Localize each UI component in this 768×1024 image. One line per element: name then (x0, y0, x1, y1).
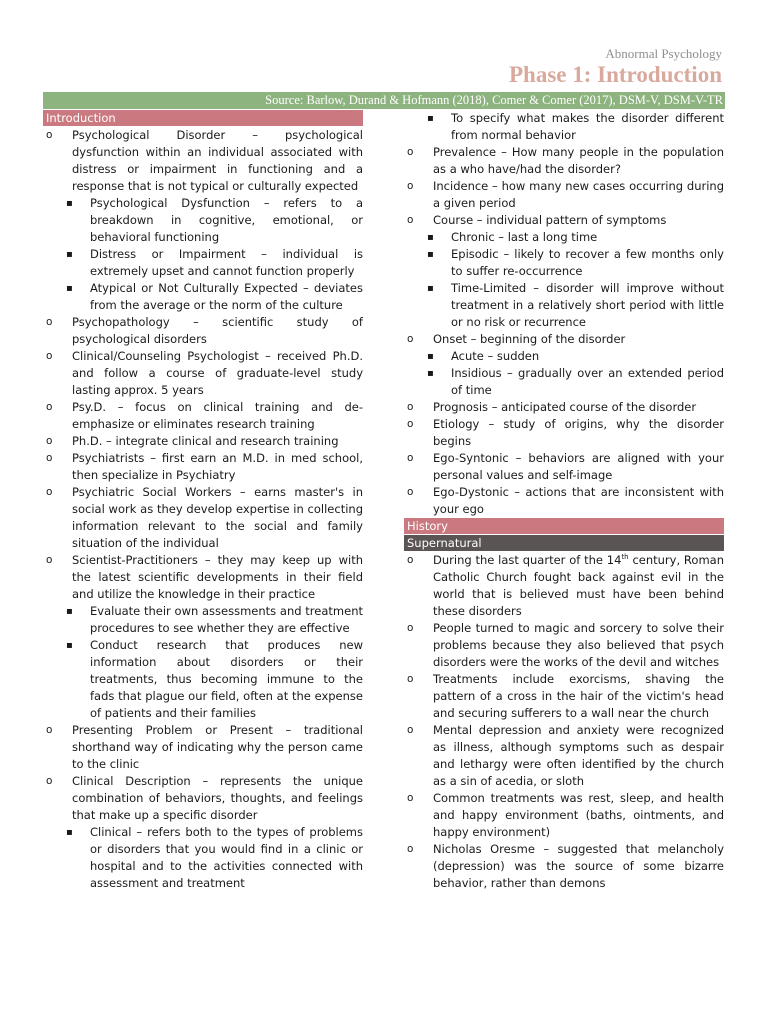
list-item (404, 331, 724, 399)
sub-list-item: ▪ Distress or Impairment – individual is extremely upset and cannot function properly (43, 246, 363, 280)
item-text: Psychological Disorder – psychological dysfunction within an individual associated with distress or impairment in functioning and a response that is not typical or culturally expected (72, 128, 363, 193)
sub-list-item: ▪ Atypical or Not Culturally Expected – deviates from the average or the norm of the culture (43, 280, 363, 314)
sub-list (72, 603, 363, 722)
item-text: Onset – beginning of the disorder (433, 332, 626, 346)
list-item (404, 212, 724, 331)
sub-list (72, 195, 363, 314)
sub-list (72, 824, 363, 892)
list-item: o Presenting Problem or Present – traditional shorthand way of indicating why the person came to the clinic (43, 722, 363, 773)
sub-list-item: ▪ Conduct research that produces new information about disorders or their treatments, thus becoming immune to the fads that plague our field, often at the expense of patients and their families (43, 637, 363, 722)
list-item: o Ego-Syntonic – behaviors are aligned with your personal values and self-image (404, 450, 724, 484)
right-column (404, 110, 724, 892)
list-item: o Psychiatric Social Workers – earns master's in social work as they develop expertise in collecting information relevant to the social and family situation of the individual (43, 484, 363, 552)
introduction-list (43, 127, 363, 892)
supernatural-list (404, 552, 724, 892)
sub-list-item: ▪ Psychological Dysfunction – refers to a breakdown in cognitive, emotional, or behavioral functioning (43, 195, 363, 246)
item-text: Scientist-Practitioners – they may keep up with the latest scientific developments in their field and utilize the knowledge in their practice (72, 553, 363, 601)
list-item: o Etiology – study of origins, why the disorder begins (404, 416, 724, 450)
list-item: o Psychiatrists – first earn an M.D. in med school, then specialize in Psychiatry (43, 450, 363, 484)
page-title: Phase 1: Introduction (509, 62, 722, 87)
introduction-list-continued (404, 144, 724, 518)
list-item: o Nicholas Oresme – suggested that melancholy (depression) was the source of some bizarre behavior, rather than demons (404, 841, 724, 892)
sub-list (433, 348, 724, 399)
sub-list-item: ▪ Episodic – likely to recover a few months only to suffer re-occurrence (404, 246, 724, 280)
list-item: o Psychopathology – scientific study of psychological disorders (43, 314, 363, 348)
sub-list-item: ▪ Acute – sudden (404, 348, 724, 365)
list-item: o Common treatments was rest, sleep, and health and happy environment (baths, ointments, and happy environment) (404, 790, 724, 841)
section-header-introduction: Introduction (43, 110, 363, 126)
sub-list-item: ▪ Time-Limited – disorder will improve without treatment in a relatively short period with little or no risk or recurrence (404, 280, 724, 331)
list-item: o Prevalence – How many people in the population as a who have/had the disorder? (404, 144, 724, 178)
course-subtitle: Abnormal Psychology (605, 46, 722, 61)
list-item (43, 552, 363, 722)
sub-list-item: ▪ Chronic – last a long time (404, 229, 724, 246)
list-item (43, 773, 363, 892)
list-item: o During the last quarter of the 14th century, Roman Catholic Church fought back against evil in the world that is believed must have been behind these disorders (404, 552, 724, 620)
section-header-history: History (404, 518, 724, 534)
list-item: o Treatments include exorcisms, shaving the pattern of a cross in the hair of the victim's head and securing sufferers to a wall near the church (404, 671, 724, 722)
list-item: o Ego-Dystonic – actions that are inconsistent with your ego (404, 484, 724, 518)
subsection-header-supernatural: Supernatural (404, 535, 724, 551)
continued-sub-list (404, 110, 724, 144)
sub-list (433, 229, 724, 331)
item-text: Clinical Description – represents the unique combination of behaviors, thoughts, and feelings that make up a specific disorder (72, 774, 363, 822)
sub-list-item: ▪ Insidious – gradually over an extended period of time (404, 365, 724, 399)
list-item: o People turned to magic and sorcery to solve their problems because they also believed that psych disorders were the works of the devil and witches (404, 620, 724, 671)
source-bar: Source: Barlow, Durand & Hofmann (2018), Comer & Comer (2017), DSM-V, DSM-V-TR (43, 92, 725, 109)
sub-list-item: ▪ Clinical – refers both to the types of problems or disorders that you would find in a clinic or hospital and to the activities connected with assessment and treatment (43, 824, 363, 892)
left-column (43, 110, 363, 892)
list-item: o Incidence – how many new cases occurring during a given period (404, 178, 724, 212)
list-item (43, 127, 363, 314)
list-item: o Mental depression and anxiety were recognized as illness, although symptoms such as despair and lethargy were often identified by the church as a sin of acedia, or sloth (404, 722, 724, 790)
sub-list-item: ▪ To specify what makes the disorder different from normal behavior (404, 110, 724, 144)
list-item: o Ph.D. – integrate clinical and research training (43, 433, 363, 450)
list-item: o Psy.D. – focus on clinical training and de-emphasize or eliminates research training (43, 399, 363, 433)
list-item: o Clinical/Counseling Psychologist – received Ph.D. and follow a course of graduate-level study lasting approx. 5 years (43, 348, 363, 399)
sub-list-item: ▪ Evaluate their own assessments and treatment procedures to see whether they are effective (43, 603, 363, 637)
list-item: o Prognosis – anticipated course of the disorder (404, 399, 724, 416)
item-text: Course – individual pattern of symptoms (433, 213, 667, 227)
